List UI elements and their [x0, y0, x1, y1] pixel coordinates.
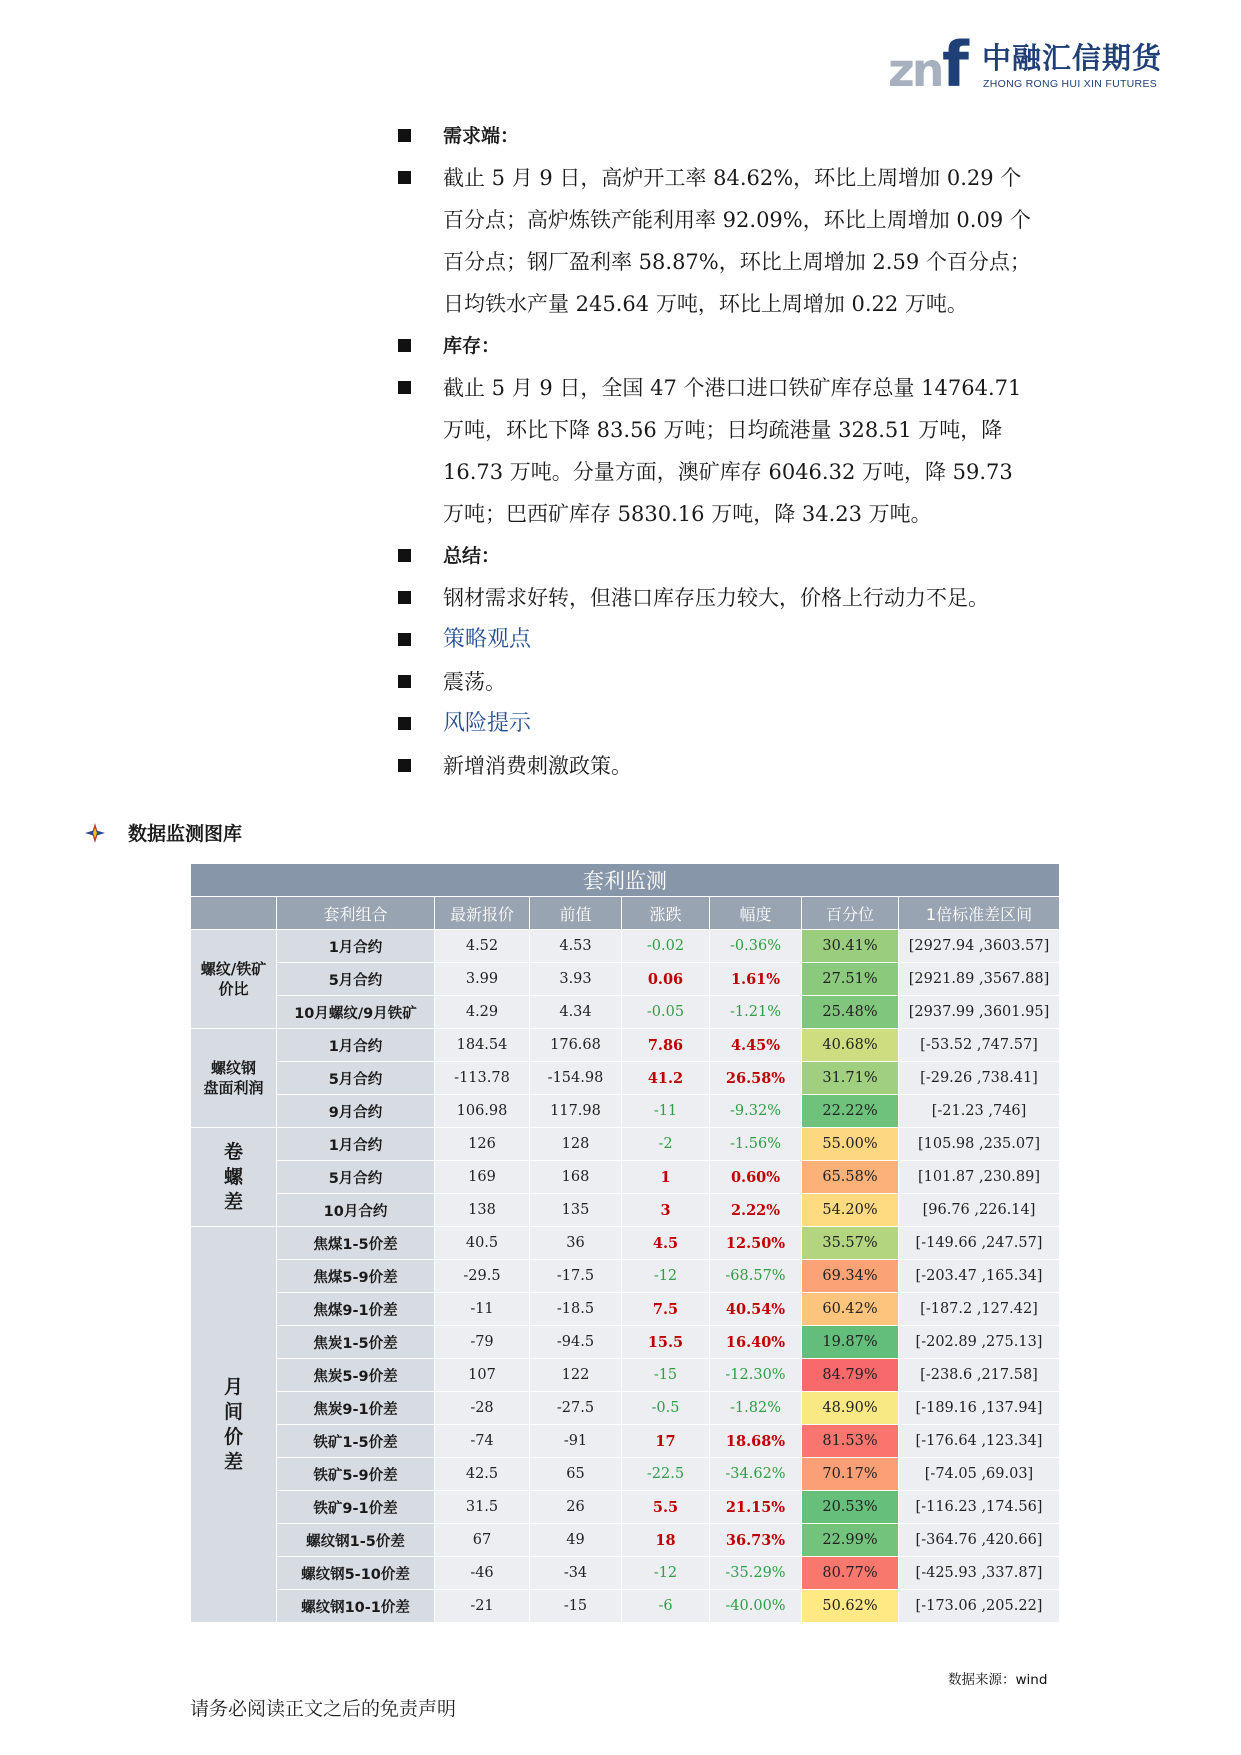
bullet-text: 震荡。 [443, 670, 506, 694]
row-group-label [191, 1128, 277, 1227]
pair-name-cell: 螺纹钢1-5价差 [277, 1524, 435, 1557]
group-label-line: 螺纹钢 [210, 1059, 256, 1077]
previous-value-cell: -18.5 [530, 1293, 622, 1326]
table-row [191, 1161, 1060, 1194]
latest-price-cell: -113.78 [435, 1062, 530, 1095]
previous-value-cell: 3.93 [530, 963, 622, 996]
bullet-paragraph [398, 661, 1038, 703]
square-bullet-icon [398, 633, 411, 646]
latest-price-cell: -21 [435, 1590, 530, 1623]
pair-name-cell: 5月合约 [277, 1161, 435, 1194]
previous-value-cell: -27.5 [530, 1392, 622, 1425]
change-cell: -2 [622, 1128, 710, 1161]
latest-price-cell: 106.98 [435, 1095, 530, 1128]
bullet-paragraph [398, 745, 1038, 787]
latest-price-cell: -46 [435, 1557, 530, 1590]
company-logo [888, 28, 1178, 92]
pct-change-cell: 12.50% [710, 1227, 802, 1260]
change-cell: 18 [622, 1524, 710, 1557]
table-row [191, 1062, 1060, 1095]
previous-value-cell: -17.5 [530, 1260, 622, 1293]
header-cell: 涨跌 [622, 897, 710, 930]
bullet-heading [398, 703, 1038, 745]
pair-name-cell: 10月螺纹/9月铁矿 [277, 996, 435, 1029]
square-bullet-icon [398, 759, 411, 772]
header-cell: 幅度 [710, 897, 802, 930]
std-band-cell: [2921.89 ,3567.88] [899, 963, 1060, 996]
previous-value-cell: 122 [530, 1359, 622, 1392]
change-cell: -15 [622, 1359, 710, 1392]
group-label-line: 价 [223, 1425, 243, 1448]
svg-text:f: f [942, 28, 969, 92]
change-cell: 41.2 [622, 1062, 710, 1095]
table-row [191, 996, 1060, 1029]
header-cell: 前值 [530, 897, 622, 930]
table-row [191, 1194, 1060, 1227]
latest-price-cell: -29.5 [435, 1260, 530, 1293]
percentile-cell: 22.22% [802, 1095, 899, 1128]
row-group-label [191, 1029, 277, 1128]
pct-change-cell: -68.57% [710, 1260, 802, 1293]
header-cell-group [191, 897, 277, 930]
bullet-heading [398, 115, 1038, 157]
std-band-cell: [105.98 ,235.07] [899, 1128, 1060, 1161]
latest-price-cell: 67 [435, 1524, 530, 1557]
change-cell: 15.5 [622, 1326, 710, 1359]
percentile-cell: 80.77% [802, 1557, 899, 1590]
latest-price-cell: 184.54 [435, 1029, 530, 1062]
square-bullet-icon [398, 549, 411, 562]
change-cell: -6 [622, 1590, 710, 1623]
pair-name-cell: 1月合约 [277, 1128, 435, 1161]
percentile-cell: 27.51% [802, 963, 899, 996]
square-bullet-icon [398, 717, 411, 730]
pair-name-cell: 1月合约 [277, 1029, 435, 1062]
bullet-heading [398, 325, 1038, 367]
bullet-text: 需求端： [443, 125, 520, 147]
previous-value-cell: 168 [530, 1161, 622, 1194]
pair-name-cell: 螺纹钢5-10价差 [277, 1557, 435, 1590]
std-band-cell: [-238.6 ,217.58] [899, 1359, 1060, 1392]
percentile-cell: 81.53% [802, 1425, 899, 1458]
previous-value-cell: 49 [530, 1524, 622, 1557]
pct-change-cell: -0.36% [710, 930, 802, 963]
section-title: 数据监测图库 [128, 823, 243, 845]
percentile-cell: 25.48% [802, 996, 899, 1029]
latest-price-cell: -11 [435, 1293, 530, 1326]
latest-price-cell: 42.5 [435, 1458, 530, 1491]
previous-value-cell: 128 [530, 1128, 622, 1161]
pair-name-cell: 9月合约 [277, 1095, 435, 1128]
arbitrage-monitor-table [190, 863, 1060, 1623]
section-marker-icon [84, 822, 106, 844]
table-row [191, 1128, 1060, 1161]
bullet-heading [398, 619, 1038, 661]
change-cell: -0.5 [622, 1392, 710, 1425]
group-label-line: 盘面利润 [203, 1079, 264, 1097]
change-cell: 0.06 [622, 963, 710, 996]
square-bullet-icon [398, 675, 411, 688]
change-cell: 7.5 [622, 1293, 710, 1326]
std-band-cell: [-176.64 ,123.34] [899, 1425, 1060, 1458]
percentile-cell: 65.58% [802, 1161, 899, 1194]
std-band-cell: [-187.2 ,127.42] [899, 1293, 1060, 1326]
change-cell: 17 [622, 1425, 710, 1458]
company-name-cn: 中融汇信期货 [982, 41, 1163, 75]
group-label-line: 差 [223, 1450, 243, 1473]
pair-name-cell: 1月合约 [277, 930, 435, 963]
pair-name-cell: 螺纹钢10-1价差 [277, 1590, 435, 1623]
pair-name-cell: 焦炭9-1价差 [277, 1392, 435, 1425]
std-band-cell: [-189.16 ,137.94] [899, 1392, 1060, 1425]
group-label-line: 卷 [223, 1140, 243, 1163]
latest-price-cell: 169 [435, 1161, 530, 1194]
latest-price-cell: 126 [435, 1128, 530, 1161]
previous-value-cell: 117.98 [530, 1095, 622, 1128]
table-row [191, 1524, 1060, 1557]
header-cell: 1倍标准差区间 [899, 897, 1060, 930]
bullet-paragraph [398, 367, 1038, 535]
square-bullet-icon [398, 171, 411, 184]
std-band-cell: [2927.94 ,3603.57] [899, 930, 1060, 963]
change-cell: -12 [622, 1557, 710, 1590]
previous-value-cell: 4.53 [530, 930, 622, 963]
pct-change-cell: 40.54% [710, 1293, 802, 1326]
bullet-paragraph [398, 577, 1038, 619]
std-band-cell: [96.76 ,226.14] [899, 1194, 1060, 1227]
table-row [191, 1590, 1060, 1623]
pct-change-cell: 26.58% [710, 1062, 802, 1095]
pct-change-cell: -1.21% [710, 996, 802, 1029]
change-cell: -12 [622, 1260, 710, 1293]
pair-name-cell: 焦煤5-9价差 [277, 1260, 435, 1293]
znf-logo-icon [888, 28, 980, 92]
pct-change-cell: 0.60% [710, 1161, 802, 1194]
bullet-paragraph [398, 157, 1038, 325]
previous-value-cell: -15 [530, 1590, 622, 1623]
pct-change-cell: -40.00% [710, 1590, 802, 1623]
row-group-label [191, 930, 277, 1029]
pct-change-cell: -9.32% [710, 1095, 802, 1128]
table-row [191, 1425, 1060, 1458]
percentile-cell: 19.87% [802, 1326, 899, 1359]
table-row [191, 1326, 1060, 1359]
bullet-text: 截止 5 月 9 日，全国 47 个港口进口铁矿库存总量 14764.71 万吨，环比下降 83.56 万吨；日均疏港量 328.51 万吨，降 16.73 万吨。分量方面，澳矿库存 6046.32 万吨，降 59.73 万吨；巴西矿库存 5830.16 万吨，降 34.23 万吨。 [443, 376, 1022, 526]
table-row [191, 963, 1060, 996]
previous-value-cell: 176.68 [530, 1029, 622, 1062]
std-band-cell: [-364.76 ,420.66] [899, 1524, 1060, 1557]
std-band-cell: [-203.47 ,165.34] [899, 1260, 1060, 1293]
table-row [191, 1227, 1060, 1260]
bullet-text: 策略观点 [443, 627, 532, 652]
table-row [191, 1260, 1060, 1293]
change-cell: 7.86 [622, 1029, 710, 1062]
table-row [191, 1491, 1060, 1524]
table-row [191, 1458, 1060, 1491]
previous-value-cell: 4.34 [530, 996, 622, 1029]
pair-name-cell: 焦炭1-5价差 [277, 1326, 435, 1359]
pair-name-cell: 铁矿9-1价差 [277, 1491, 435, 1524]
previous-value-cell: 65 [530, 1458, 622, 1491]
pair-name-cell: 5月合约 [277, 963, 435, 996]
previous-value-cell: -154.98 [530, 1062, 622, 1095]
bullet-list [398, 115, 1038, 787]
percentile-cell: 22.99% [802, 1524, 899, 1557]
pct-change-cell: 36.73% [710, 1524, 802, 1557]
latest-price-cell: 31.5 [435, 1491, 530, 1524]
disclaimer-footer: 请务必阅读正文之后的免责声明 [190, 1698, 457, 1720]
table-row [191, 930, 1060, 963]
pct-change-cell: 21.15% [710, 1491, 802, 1524]
std-band-cell: [-29.26 ,738.41] [899, 1062, 1060, 1095]
table-header-row [191, 897, 1060, 930]
pct-change-cell: 18.68% [710, 1425, 802, 1458]
change-cell: -0.05 [622, 996, 710, 1029]
latest-price-cell: 4.29 [435, 996, 530, 1029]
percentile-cell: 84.79% [802, 1359, 899, 1392]
pct-change-cell: 4.45% [710, 1029, 802, 1062]
percentile-cell: 30.41% [802, 930, 899, 963]
change-cell: -22.5 [622, 1458, 710, 1491]
latest-price-cell: 40.5 [435, 1227, 530, 1260]
group-label-line: 螺 [223, 1165, 243, 1188]
latest-price-cell: 3.99 [435, 963, 530, 996]
data-source-note: 数据来源：wind [948, 1672, 1048, 1688]
std-band-cell: [101.87 ,230.89] [899, 1161, 1060, 1194]
std-band-cell: [-116.23 ,174.56] [899, 1491, 1060, 1524]
change-cell: -0.02 [622, 930, 710, 963]
pair-name-cell: 5月合约 [277, 1062, 435, 1095]
percentile-cell: 35.57% [802, 1227, 899, 1260]
pct-change-cell: 16.40% [710, 1326, 802, 1359]
previous-value-cell: 135 [530, 1194, 622, 1227]
std-band-cell: [-53.52 ,747.57] [899, 1029, 1060, 1062]
pair-name-cell: 铁矿1-5价差 [277, 1425, 435, 1458]
latest-price-cell: 4.52 [435, 930, 530, 963]
change-cell: 4.5 [622, 1227, 710, 1260]
table-row [191, 1392, 1060, 1425]
std-band-cell: [-74.05 ,69.03] [899, 1458, 1060, 1491]
pct-change-cell: -1.82% [710, 1392, 802, 1425]
bullet-text: 钢材需求好转，但港口库存压力较大，价格上行动力不足。 [443, 586, 989, 610]
square-bullet-icon [398, 129, 411, 142]
square-bullet-icon [398, 381, 411, 394]
percentile-cell: 69.34% [802, 1260, 899, 1293]
std-band-cell: [-425.93 ,337.87] [899, 1557, 1060, 1590]
bullet-heading [398, 535, 1038, 577]
percentile-cell: 60.42% [802, 1293, 899, 1326]
pct-change-cell: -1.56% [710, 1128, 802, 1161]
previous-value-cell: 26 [530, 1491, 622, 1524]
percentile-cell: 40.68% [802, 1029, 899, 1062]
header-cell: 套利组合 [277, 897, 435, 930]
std-band-cell: [-149.66 ,247.57] [899, 1227, 1060, 1260]
latest-price-cell: 138 [435, 1194, 530, 1227]
table-row [191, 1029, 1060, 1062]
table-row [191, 1293, 1060, 1326]
group-label-line: 螺纹/铁矿 [200, 960, 267, 978]
header-cell: 最新报价 [435, 897, 530, 930]
percentile-cell: 31.71% [802, 1062, 899, 1095]
std-band-cell: [2937.99 ,3601.95] [899, 996, 1060, 1029]
row-group-label [191, 1227, 277, 1623]
percentile-cell: 54.20% [802, 1194, 899, 1227]
percentile-cell: 70.17% [802, 1458, 899, 1491]
group-label-line: 间 [223, 1400, 243, 1423]
latest-price-cell: -74 [435, 1425, 530, 1458]
table-body [191, 930, 1060, 1623]
latest-price-cell: 107 [435, 1359, 530, 1392]
percentile-cell: 48.90% [802, 1392, 899, 1425]
bullet-text: 新增消费刺激政策。 [443, 754, 632, 778]
bullet-text: 风险提示 [443, 711, 532, 736]
pct-change-cell: -12.30% [710, 1359, 802, 1392]
percentile-cell: 20.53% [802, 1491, 899, 1524]
bullet-text: 总结： [443, 545, 501, 567]
square-bullet-icon [398, 339, 411, 352]
pair-name-cell: 焦煤9-1价差 [277, 1293, 435, 1326]
bullet-text: 库存： [443, 335, 501, 357]
table-row [191, 1095, 1060, 1128]
previous-value-cell: -34 [530, 1557, 622, 1590]
table-row [191, 1359, 1060, 1392]
pct-change-cell: 2.22% [710, 1194, 802, 1227]
pct-change-cell: 1.61% [710, 963, 802, 996]
latest-price-cell: -28 [435, 1392, 530, 1425]
pair-name-cell: 焦煤1-5价差 [277, 1227, 435, 1260]
change-cell: 3 [622, 1194, 710, 1227]
pair-name-cell: 10月合约 [277, 1194, 435, 1227]
square-bullet-icon [398, 591, 411, 604]
percentile-cell: 50.62% [802, 1590, 899, 1623]
previous-value-cell: -91 [530, 1425, 622, 1458]
svg-text:zn: zn [888, 43, 942, 92]
group-label-line: 月 [223, 1375, 243, 1398]
percentile-cell: 55.00% [802, 1128, 899, 1161]
company-name-en: ZHONG RONG HUI XIN FUTURES [983, 78, 1158, 90]
change-cell: 1 [622, 1161, 710, 1194]
std-band-cell: [-173.06 ,205.22] [899, 1590, 1060, 1623]
std-band-cell: [-21.23 ,746] [899, 1095, 1060, 1128]
group-label-line: 差 [223, 1190, 243, 1213]
std-band-cell: [-202.89 ,275.13] [899, 1326, 1060, 1359]
pair-name-cell: 焦炭5-9价差 [277, 1359, 435, 1392]
change-cell: -11 [622, 1095, 710, 1128]
latest-price-cell: -79 [435, 1326, 530, 1359]
bullet-text: 截止 5 月 9 日，高炉开工率 84.62%，环比上周增加 0.29 个百分点；高炉炼铁产能利用率 92.09%，环比上周增加 0.09 个百分点；钢厂盈利率 58.87%，环比上周增加 2.59 个百分点；日均铁水产量 245.64 万吨，环比上周增加 0.22 万吨。 [443, 166, 1031, 316]
table-title: 套利监测 [191, 864, 1060, 897]
table-row [191, 1557, 1060, 1590]
pct-change-cell: -34.62% [710, 1458, 802, 1491]
group-label-line: 价比 [218, 980, 249, 998]
previous-value-cell: -94.5 [530, 1326, 622, 1359]
previous-value-cell: 36 [530, 1227, 622, 1260]
change-cell: 5.5 [622, 1491, 710, 1524]
header-cell: 百分位 [802, 897, 899, 930]
pct-change-cell: -35.29% [710, 1557, 802, 1590]
pair-name-cell: 铁矿5-9价差 [277, 1458, 435, 1491]
